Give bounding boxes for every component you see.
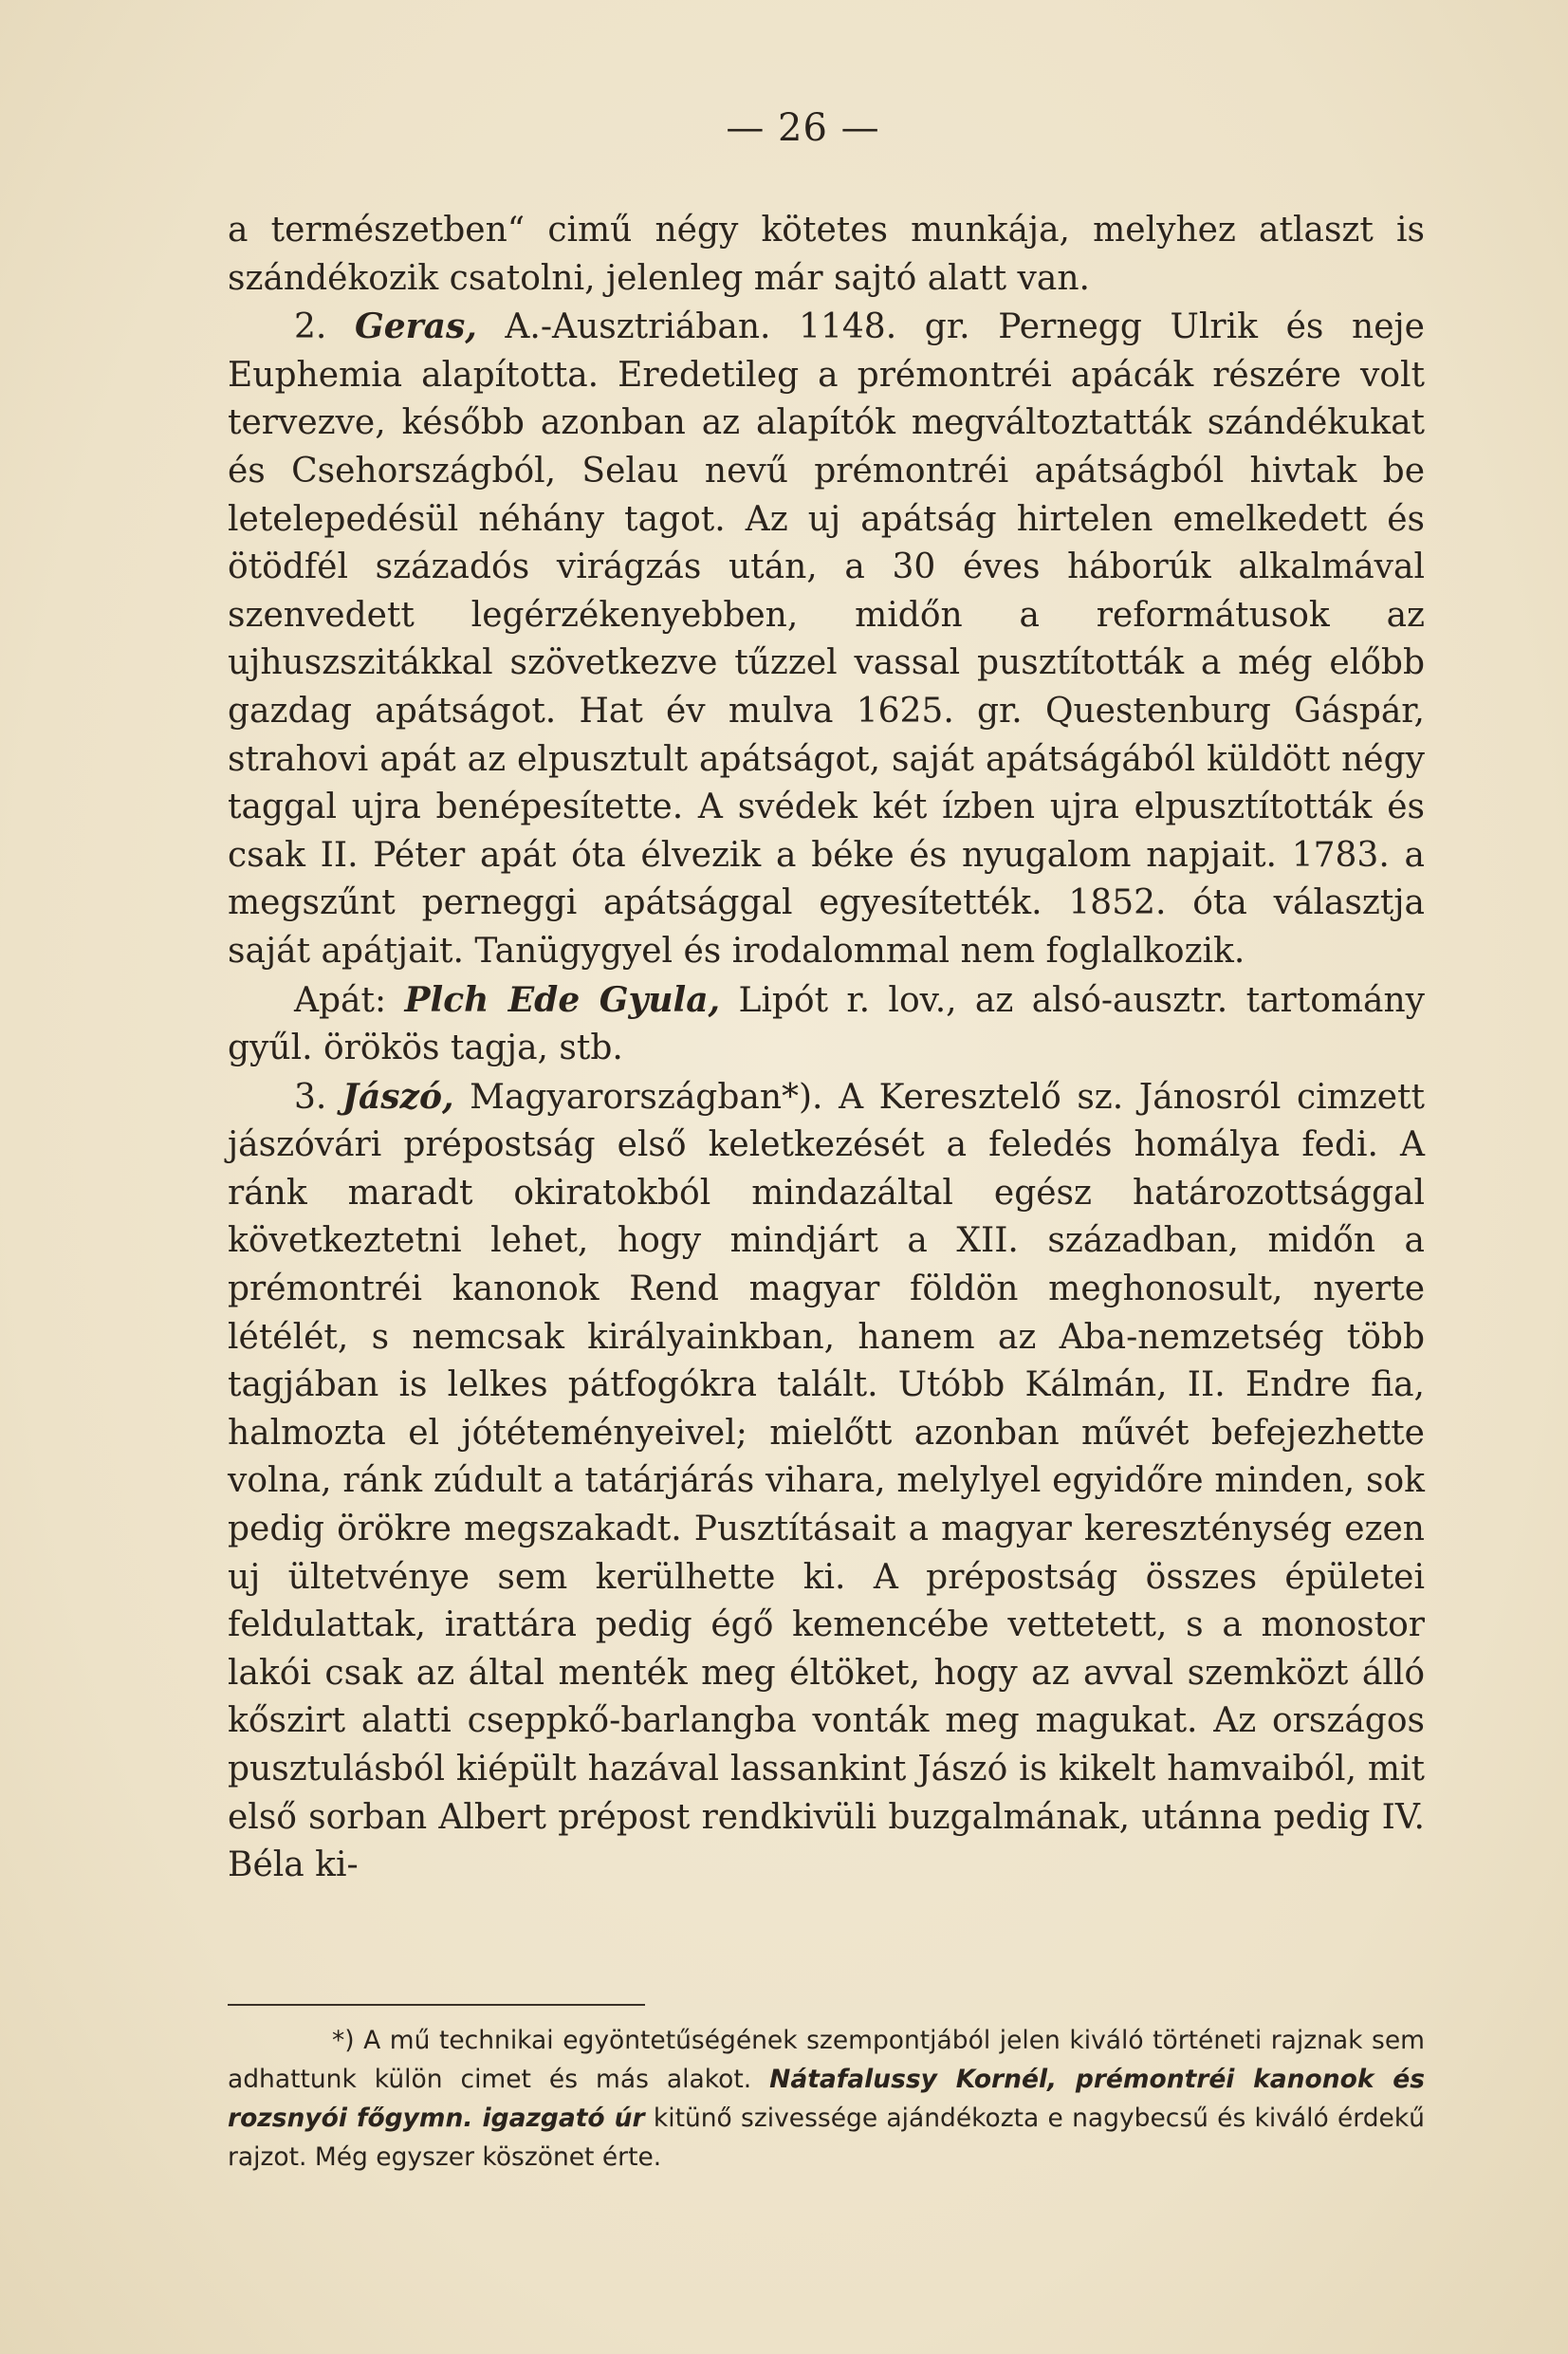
paragraph-text: A.-Ausztriában. 1148. gr. Pernegg Ulrik és neje Euphemia alapította. Eredetileg a prémontréi apácák részére volt tervezve, később azonban az alapítók megváltoztatták szándékukat és Csehországból, Selau nevű prémontréi apátságból hivtak be letelepedésül néhány tagot. Az uj apátság hirtelen emelkedett és ötödfél századós virágzás után, a 30 éves háborúk alkalmával szenvedett legérzékenyebben, midőn a reformátusok az ujhuszszitákkal szövetkezve tűzzel vassal pusztították a még előbb gazdag apátságot. Hat év mulva 1625. gr. Questenburg Gáspár, strahovi apát az elpusztult apátságot, saját apátságából küldött négy taggal ujra benépesítette. A svédek két ízben ujra elpusztították és csak II. Péter apát óta élvezik a béke és nyugalom napjait. 1783. a megszűnt perneggi apátsággal egyesítették. 1852. óta választja saját apátjait. Tanügygyel és irodalommal nem foglalkozik. <box>228 307 1425 971</box>
paragraph-jaszo <box>228 1073 1425 1890</box>
place-name-jaszo: Jászó, <box>341 1076 454 1117</box>
abbot-name: Plch Ede Gyula, <box>404 979 721 1020</box>
paragraph-1: a természetben“ cimű négy kötetes munkája, melyhez atlaszt is szándékozik csatolni, jelenleg már sajtó alatt van. <box>228 211 1425 298</box>
footnote <box>228 2021 1425 2177</box>
paragraph-text: Magyarországban*). A Keresztelő sz. Jánosról cimzett jászóvári prépostság első keletkezését a feledés homálya fedi. A ránk maradt okiratokból mindazáltal egész határozottsággal következtetni lehet, hogy mindjárt a XII. században, midőn a prémontréi kanonok Rend magyar földön meghonosult, nyerte létélét, s nemcsak királyainkban, hanem az Aba-nemzetség több tagjában is lelkes pátfogókra talált. Utóbb Kálmán, II. Endre fia, halmozta el jótéteményeivel; mielőtt azonban művét befejezhette volna, ránk zúdult a tatárjárás vihara, melylyel egyidőre minden, sok pedig örökre megszakadt. Pusztításait a magyar kereszténység ezen uj ültetvénye sem kerülhette ki. A prépostság összes épületei feldulattak, irattára pedig égő kemencébe vettetett, s a monostor lakói csak az által menték meg éltöket, hogy az avval szemközt álló kőszirt alatti cseppkő-barlangba vonták meg magukat. Az országos pusztulásból kiépült hazával lassankint Jászó is kikelt hamvaiból, mit első sorban Albert prépost rendkivüli buzgalmának, utánna pedig IV. Béla ki- <box>228 1077 1425 1885</box>
footnote-text-b: kitünő szivessége ajándékozta e nagybecsű és kiváló érdekű rajzot. Még egyszer köszönet érte. <box>228 2104 1425 2172</box>
paragraph-abbot <box>228 976 1425 1073</box>
paragraph-geras <box>228 303 1425 975</box>
footnote-text-a: A mű technikai egyöntetűségének szempontjából jelen kiváló történeti rajznak sem adhattunk külön cimet és más alakot. <box>228 2026 1425 2094</box>
item-number: 2. <box>294 307 327 347</box>
body-text <box>228 207 1425 1890</box>
place-name-geras: Geras, <box>355 306 477 347</box>
footnote-name: Nátafalussy Kornél, prémontréi kanonok és rozsnyói főgymn. igazgató úr <box>228 2065 1425 2133</box>
page-number: — 26 — <box>726 106 880 150</box>
paragraph-text: Lipót r. lov., az alsó-ausztr. tartomány gyűl. örökös tagja, stb. <box>228 980 1425 1068</box>
footnote-divider <box>228 2004 645 2006</box>
footnote-marker: *) <box>332 2026 355 2055</box>
item-number: 3. <box>294 1077 327 1117</box>
abbot-label: Apát: <box>294 980 387 1020</box>
